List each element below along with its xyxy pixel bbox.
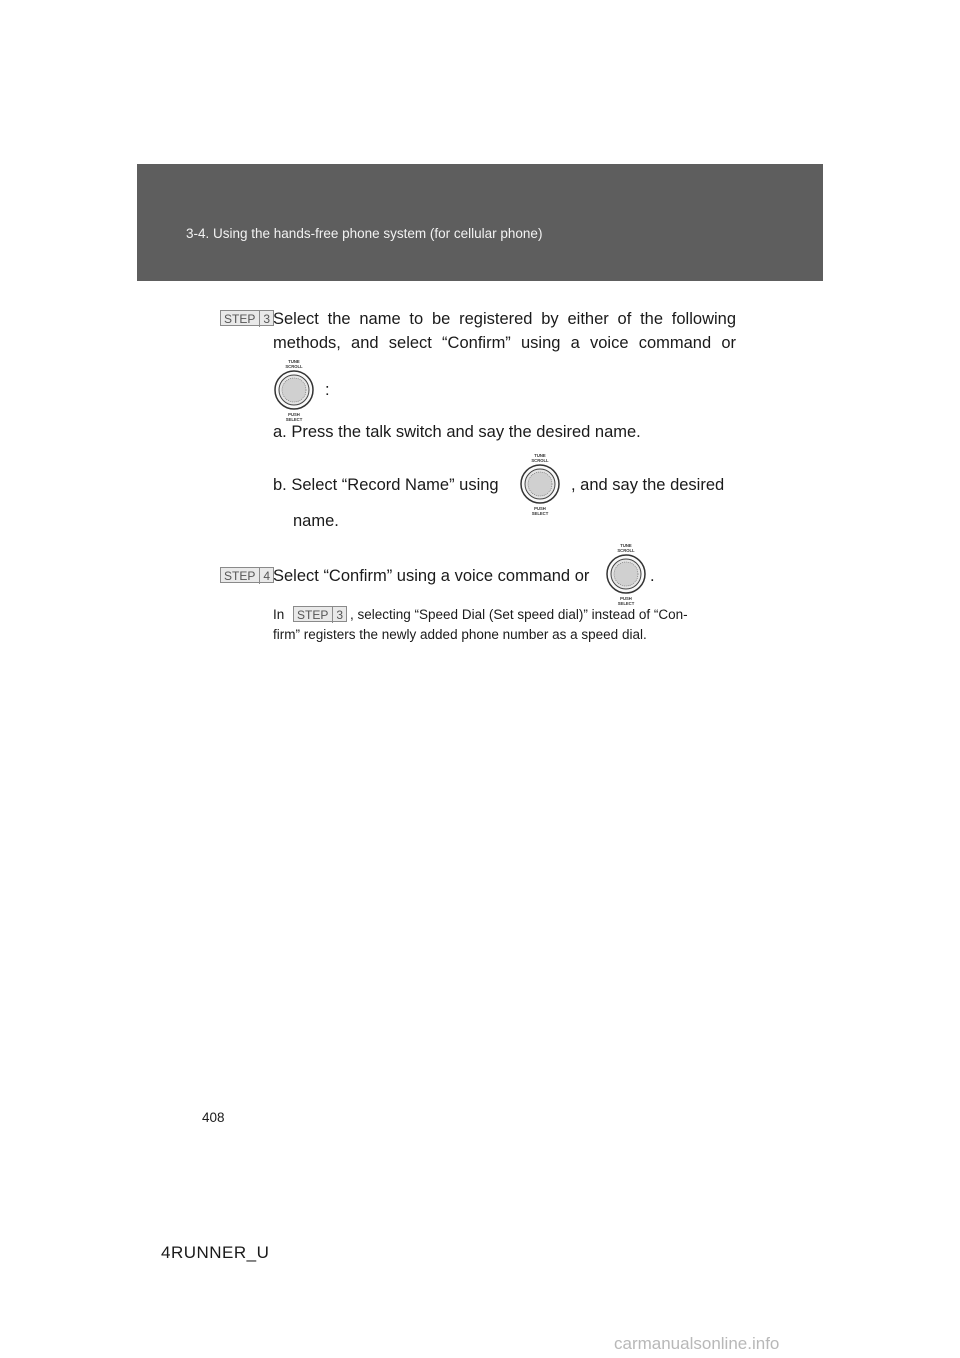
- step-badge-number: 3: [259, 311, 270, 327]
- step-4-period: .: [650, 567, 655, 585]
- step-4-text: Select “Confirm” using a voice command or: [273, 567, 590, 585]
- note-step-3-badge: [293, 606, 347, 622]
- knob-label-tune: TUNE: [620, 543, 632, 548]
- knob-label-tune: TUNE: [288, 359, 300, 364]
- knob-label-select: SELECT: [617, 601, 635, 606]
- header-band: [137, 164, 823, 281]
- knob-label-scroll: SCROLL: [285, 364, 303, 369]
- watermark: carmanualsonline.info: [614, 1334, 780, 1353]
- tune-scroll-knob-icon: [518, 451, 562, 517]
- step-3-option-b-start: b. Select “Record Name” using: [273, 476, 499, 494]
- note-line-2: firm” registers the newly added phone number as a speed dial.: [273, 627, 647, 642]
- tune-scroll-knob-icon: [604, 541, 648, 607]
- step-badge-number: 3: [332, 607, 343, 623]
- step-badge-word: STEP: [297, 608, 329, 622]
- section-title: 3-4. Using the hands-free phone system (for cellular phone): [186, 226, 543, 241]
- step-3-line-1: Select the name to be registered by either of the following: [273, 310, 736, 328]
- knob-label-tune: TUNE: [534, 453, 546, 458]
- page-number: 408: [202, 1110, 225, 1125]
- tune-scroll-knob-icon: [272, 357, 316, 423]
- step-4-badge: [220, 567, 274, 583]
- knob-label-scroll: SCROLL: [617, 548, 635, 553]
- step-badge-word: STEP: [224, 312, 256, 326]
- knob-label-push: PUSH: [620, 596, 632, 601]
- step-3-option-b-end: , and say the desired: [571, 476, 725, 494]
- note-line-1: , selecting “Speed Dial (Set speed dial)” instead of “Con-: [350, 607, 688, 622]
- step-badge-number: 4: [259, 568, 270, 584]
- model-code: 4RUNNER_U: [161, 1243, 270, 1262]
- step-badge-word: STEP: [224, 569, 256, 583]
- knob-label-push: PUSH: [288, 412, 300, 417]
- note-prefix: In: [273, 607, 285, 622]
- step-3-colon: :: [325, 381, 330, 399]
- knob-label-scroll: SCROLL: [531, 458, 549, 463]
- step-3-option-b-continued: name.: [293, 512, 339, 530]
- knob-label-push: PUSH: [534, 506, 546, 511]
- knob-label-select: SELECT: [531, 511, 549, 516]
- step-3-option-a: a. Press the talk switch and say the desired name.: [273, 423, 641, 441]
- knob-label-select: SELECT: [285, 417, 303, 422]
- step-3-line-2: methods, and select “Confirm” using a voice command or: [273, 334, 736, 352]
- step-3-badge: [220, 310, 274, 326]
